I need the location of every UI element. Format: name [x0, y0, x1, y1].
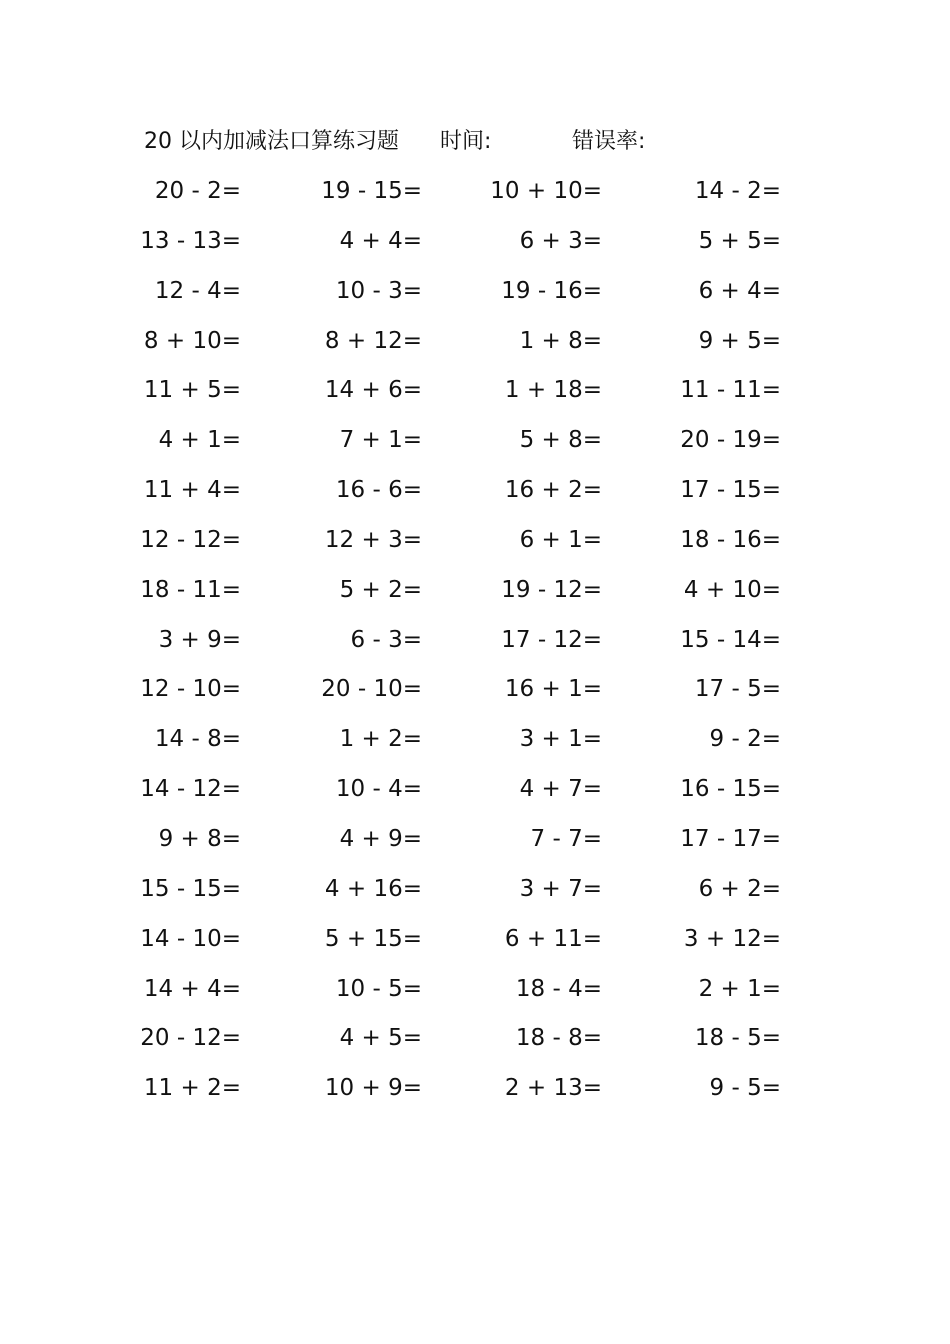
problem-cell: 7 - 7= [530, 825, 602, 852]
problem-row [0, 522, 950, 572]
time-label: 时间: [440, 129, 492, 154]
problem-cell: 15 - 14= [680, 626, 781, 653]
problem-cell: 12 - 4= [154, 277, 241, 304]
problem-cell: 8 + 10= [143, 327, 241, 354]
problem-cell: 18 - 11= [140, 576, 241, 603]
problem-row [0, 173, 950, 223]
problem-cell: 5 + 15= [324, 925, 422, 952]
problem-row [0, 472, 950, 522]
problem-cell: 19 - 16= [501, 277, 602, 304]
problem-cell: 8 + 12= [324, 327, 422, 354]
problem-cell: 10 - 5= [335, 975, 422, 1002]
problem-cell: 10 + 10= [490, 178, 602, 204]
problem-cell: 6 + 11= [504, 925, 602, 952]
problem-row [0, 671, 950, 721]
problem-cell: 18 - 5= [694, 1025, 781, 1052]
problem-cell: 17 - 15= [680, 477, 781, 504]
problem-cell: 20 - 2= [154, 178, 241, 204]
problem-row [0, 721, 950, 771]
problem-cell: 4 + 7= [519, 776, 602, 803]
problem-grid [0, 173, 950, 1120]
problem-cell: 10 + 9= [324, 1075, 422, 1102]
problem-cell: 17 - 17= [680, 825, 781, 852]
problem-cell: 3 + 12= [683, 925, 781, 952]
problem-cell: 12 + 3= [324, 526, 422, 553]
problem-row [0, 572, 950, 622]
problem-cell: 20 - 19= [680, 427, 781, 454]
problem-cell: 14 - 10= [140, 925, 241, 952]
problem-row [0, 871, 950, 921]
problem-row [0, 1070, 950, 1120]
problem-cell: 9 - 2= [709, 726, 781, 753]
problem-cell: 1 + 2= [339, 726, 422, 753]
problem-cell: 10 - 3= [335, 277, 422, 304]
problem-row [0, 622, 950, 672]
problem-cell: 4 + 9= [339, 825, 422, 852]
problem-cell: 9 + 8= [158, 825, 241, 852]
problem-row [0, 273, 950, 323]
problem-cell: 3 + 9= [158, 626, 241, 653]
problem-cell: 14 - 2= [694, 178, 781, 204]
problem-row [0, 372, 950, 422]
problem-cell: 4 + 4= [339, 227, 422, 254]
problem-cell: 6 + 2= [698, 875, 781, 902]
problem-cell: 14 - 8= [154, 726, 241, 753]
problem-row [0, 771, 950, 821]
problem-cell: 11 - 11= [680, 377, 781, 404]
problem-cell: 4 + 5= [339, 1025, 422, 1052]
problem-cell: 5 + 8= [519, 427, 602, 454]
problem-cell: 18 - 4= [515, 975, 602, 1002]
problem-cell: 16 - 15= [680, 776, 781, 803]
problem-cell: 3 + 1= [519, 726, 602, 753]
problem-cell: 6 - 3= [350, 626, 422, 653]
problem-row [0, 971, 950, 1021]
problem-cell: 13 - 13= [140, 227, 241, 254]
problem-cell: 6 + 4= [698, 277, 781, 304]
error-rate-label: 错误率: [572, 129, 646, 154]
problem-cell: 1 + 8= [519, 327, 602, 354]
problem-cell: 19 - 15= [321, 178, 422, 204]
problem-cell: 17 - 5= [694, 676, 781, 703]
problem-cell: 14 + 4= [143, 975, 241, 1002]
problem-cell: 11 + 2= [143, 1075, 241, 1102]
problem-cell: 14 + 6= [324, 377, 422, 404]
worksheet-title: 20 以内加减法口算练习题 [144, 129, 399, 154]
problem-cell: 2 + 13= [504, 1075, 602, 1102]
problem-cell: 20 - 12= [140, 1025, 241, 1052]
problem-cell: 5 + 5= [698, 227, 781, 254]
problem-cell: 4 + 16= [324, 875, 422, 902]
problem-row [0, 821, 950, 871]
problem-row [0, 422, 950, 472]
problem-cell: 1 + 18= [504, 377, 602, 404]
problem-row [0, 921, 950, 971]
problem-cell: 11 + 5= [143, 377, 241, 404]
problem-cell: 12 - 10= [140, 676, 241, 703]
problem-cell: 14 - 12= [140, 776, 241, 803]
problem-cell: 6 + 3= [519, 227, 602, 254]
problem-cell: 10 - 4= [335, 776, 422, 803]
problem-cell: 16 - 6= [335, 477, 422, 504]
problem-cell: 15 - 15= [140, 875, 241, 902]
problem-cell: 17 - 12= [501, 626, 602, 653]
problem-cell: 20 - 10= [321, 676, 422, 703]
problem-cell: 4 + 10= [683, 576, 781, 603]
problem-cell: 18 - 8= [515, 1025, 602, 1052]
problem-cell: 3 + 7= [519, 875, 602, 902]
problem-cell: 12 - 12= [140, 526, 241, 553]
problem-cell: 11 + 4= [143, 477, 241, 504]
problem-cell: 9 + 5= [698, 327, 781, 354]
problem-cell: 16 + 2= [504, 477, 602, 504]
problem-cell: 19 - 12= [501, 576, 602, 603]
problem-row [0, 323, 950, 373]
problem-cell: 16 + 1= [504, 676, 602, 703]
problem-cell: 5 + 2= [339, 576, 422, 603]
problem-row [0, 223, 950, 273]
problem-row [0, 1020, 950, 1070]
problem-cell: 4 + 1= [158, 427, 241, 454]
problem-cell: 7 + 1= [339, 427, 422, 454]
problem-cell: 9 - 5= [709, 1075, 781, 1102]
problem-cell: 6 + 1= [519, 526, 602, 553]
problem-cell: 2 + 1= [698, 975, 781, 1002]
problem-cell: 18 - 16= [680, 526, 781, 553]
